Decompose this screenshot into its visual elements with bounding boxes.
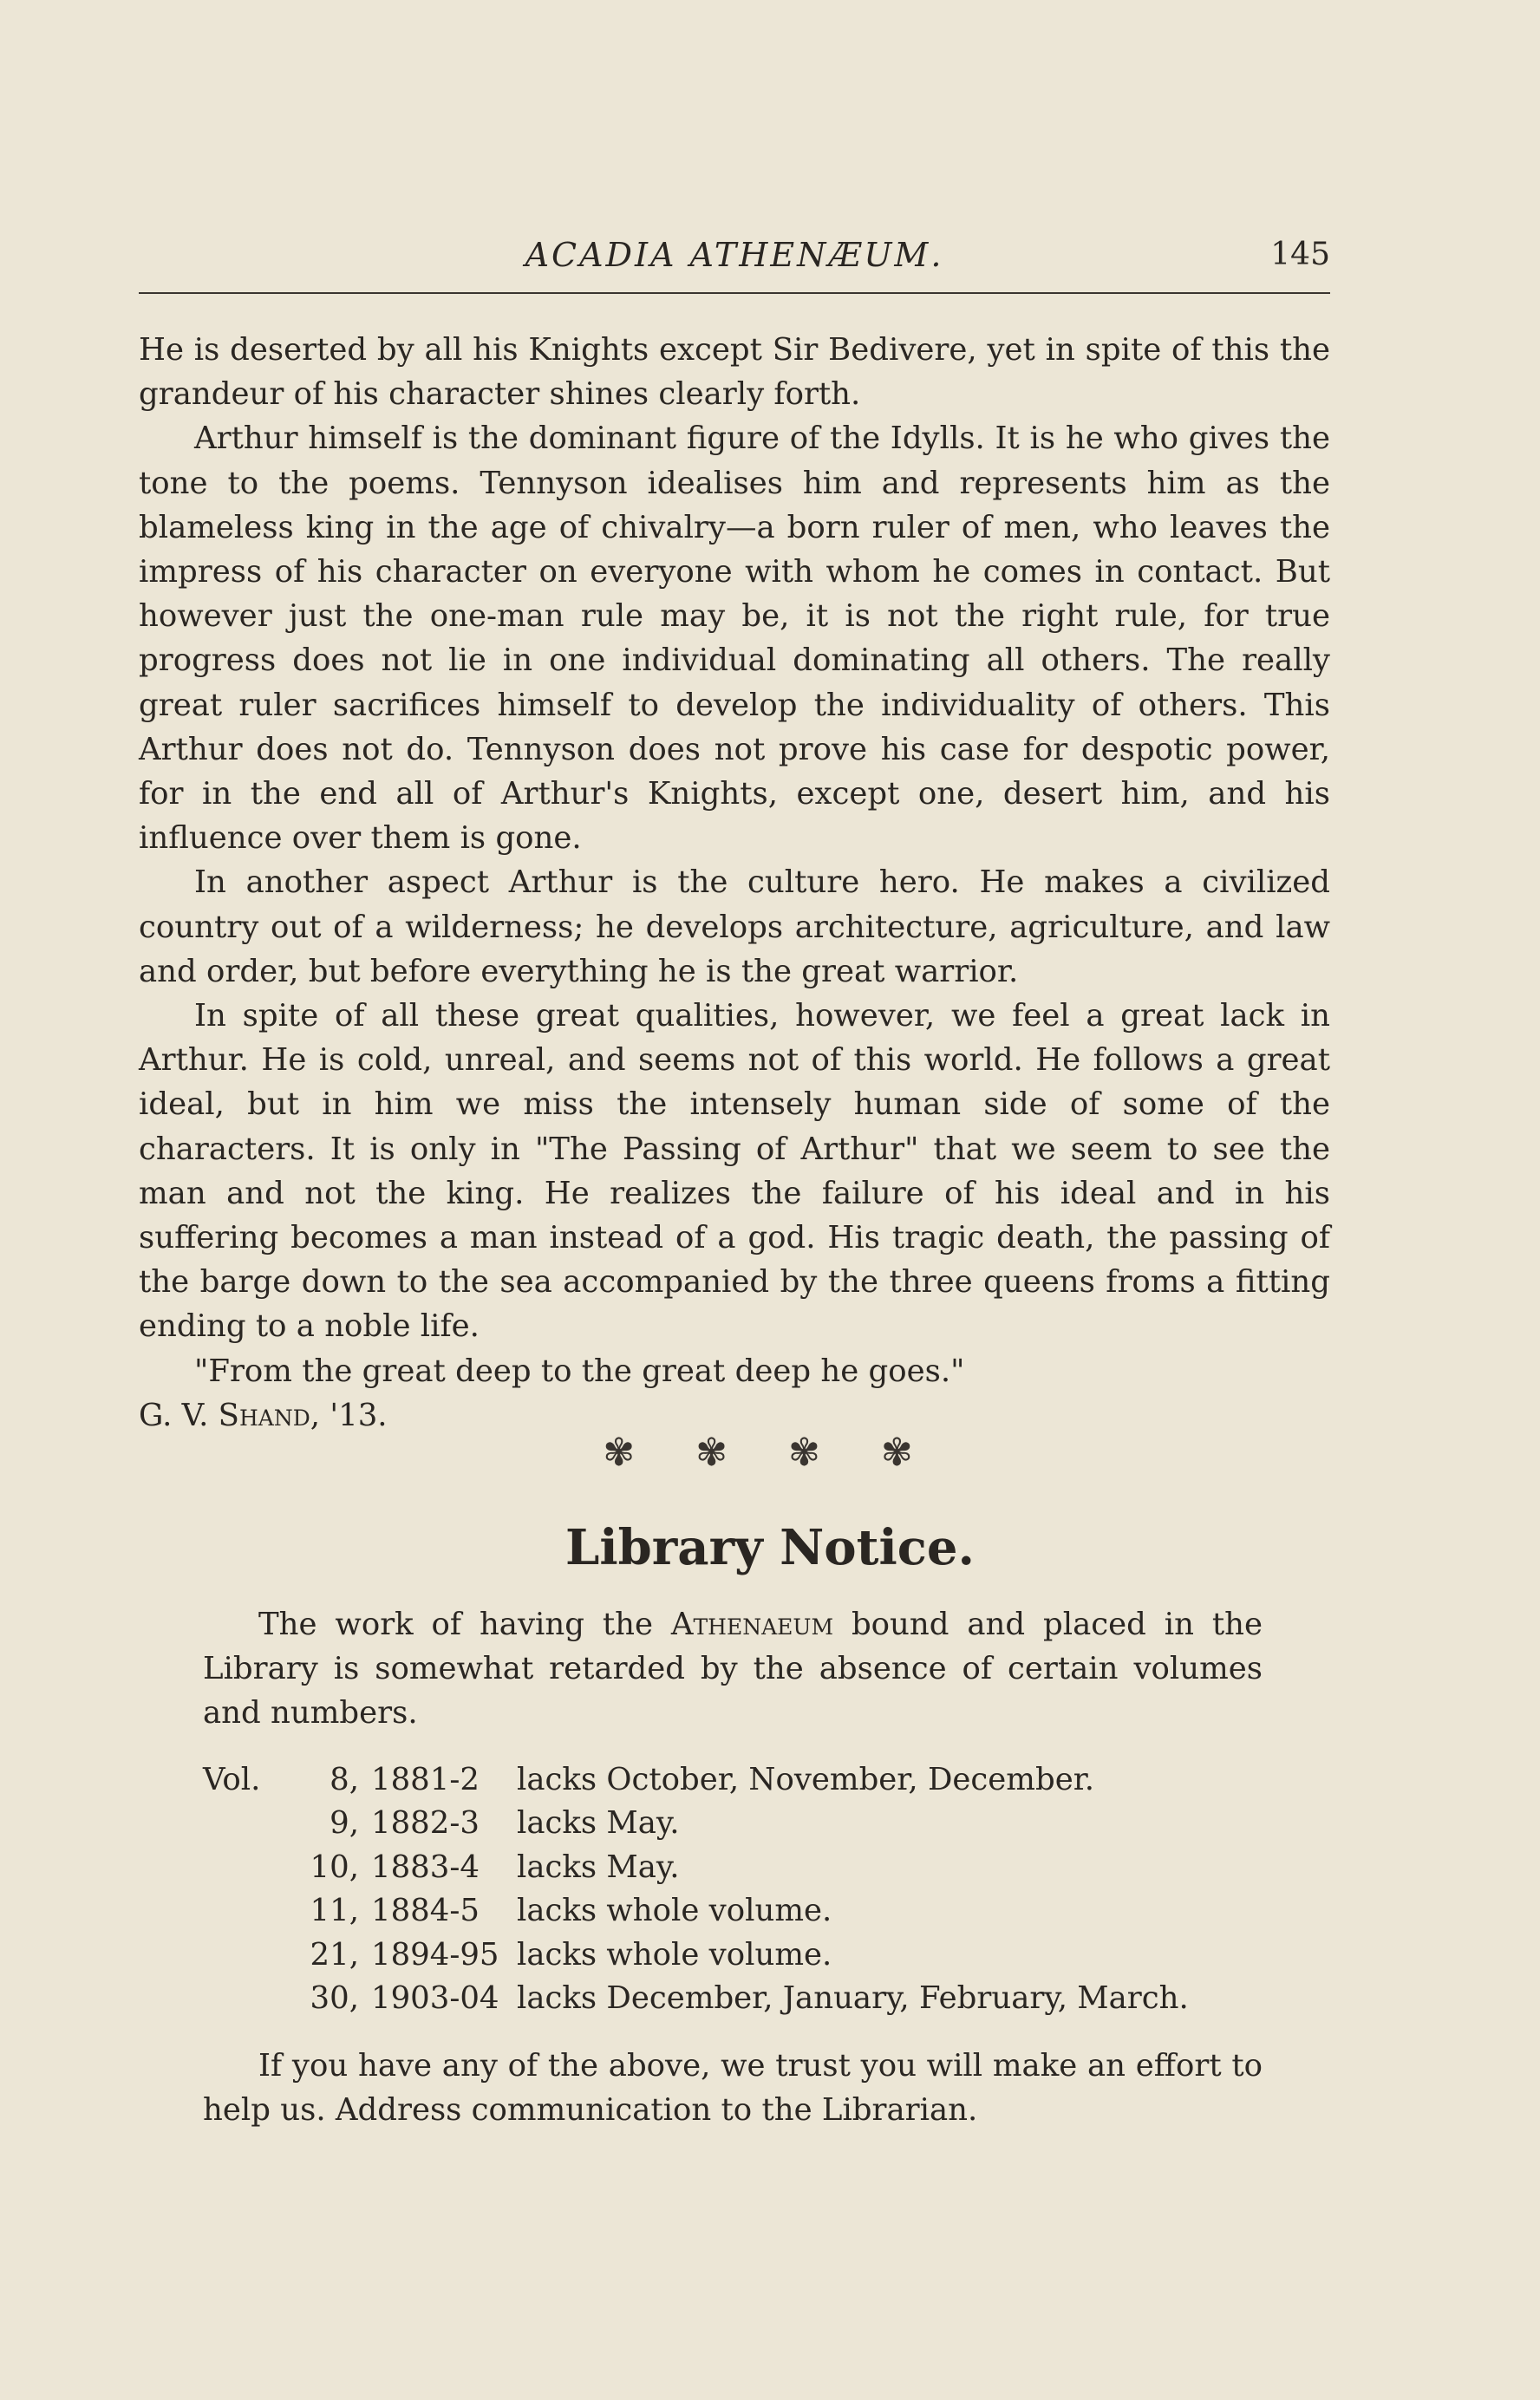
article-paragraph: In another aspect Arthur is the culture hero. He makes a civilized country out of a wilderness; he develops architecture, agriculture, and law and order, but before everything he is the great warrior. [139,864,1330,989]
volume-number: 11, [310,1893,359,1929]
notice-title: Library Notice. [564,1519,976,1576]
missing-volumes-list [203,1758,1263,2021]
article-paragraph: In spite of all these great qualities, however, we feel a great lack in Arthur. He is cold, unreal, and seems not of this world. He follows a great ideal, but in him we miss the intensely human side of some of the characters. It is only in "The Passing of Arthur" that we seem to see the man and not the king. He realizes the failure of his ideal and in his suffering becomes a man instead of a god. His tragic death, the passing of the barge down to the sea accompanied by the three queens froms a fitting ending to a noble life. [139,998,1330,1345]
volume-row [203,1846,1263,1890]
ornament-separator: ✾ ✾ ✾ ✾ [603,1431,937,1475]
notice-journal-name: Athenaeum [670,1607,834,1642]
signature-year: , '13. [310,1397,388,1433]
notice-intro [203,1602,1263,1736]
journal-title: ACADIA ATHENÆUM. [525,236,944,274]
volume-years: 1894-95 [371,1936,499,1973]
volume-years: 1882-3 [371,1805,480,1842]
volume-row [203,1977,1263,2021]
volume-number: 21, [310,1936,359,1973]
notice-intro-after: bound and placed in the Library is somewhat retarded by the absence of certain volumes and numbers. [203,1607,1263,1732]
notice-closing: If you have any of the above, we trust you will make an effort to help us. Address communication to the Librarian. [203,2047,1263,2128]
volume-row [203,1802,1263,1846]
volume-missing: lacks whole volume. [517,1893,832,1929]
volume-missing: lacks May. [517,1849,680,1885]
volume-missing: lacks October, November, December. [517,1761,1095,1797]
volume-years: 1881-2 [371,1761,480,1797]
library-notice [203,1602,1263,2132]
running-head [139,232,1330,277]
notice-intro-before: The work of having the [258,1607,671,1642]
volume-years: 1903-04 [371,1980,499,2017]
volume-missing: lacks December, January, February, March. [517,1980,1189,2017]
article-body [139,328,1330,1438]
volume-row [203,1758,1263,1803]
volume-row [203,1934,1263,1978]
volume-number: 9, [330,1805,359,1842]
volume-number: 30, [310,1980,359,2017]
volume-missing: lacks May. [517,1805,680,1842]
volume-prefix: Vol. [203,1761,261,1797]
volume-years: 1884-5 [371,1893,480,1929]
volume-missing: lacks whole volume. [517,1936,832,1973]
article-paragraph: He is deserted by all his Knights except Sir Bedivere, yet in spite of this the grandeur of his character shines clearly forth. [139,332,1330,413]
signature-name: Shand [218,1397,310,1433]
volume-years: 1883-4 [371,1849,480,1885]
signature-initials: G. V. [139,1397,219,1433]
volume-row [203,1889,1263,1934]
header-rule [139,292,1330,294]
page-number: 145 [1270,237,1330,272]
closing-quote: "From the great deep to the great deep he goes." [194,1353,965,1389]
volume-number: 10, [310,1849,359,1885]
article-paragraph: Arthur himself is the dominant figure of the Idylls. It is he who gives the tone to the poems. Tennyson idealises him and represents him as the blameless king in the age of chivalry—a born ruler of men, who leaves the impress of his character on everyone with whom he comes in contact. But however just the one-man rule may be, it is not the right rule, for true progress does not lie in one individual dominating all others. The really great ruler sacrifices himself to develop the individuality of others. This Arthur does not do. Tennyson does not prove his case for despotic power, for in the end all of Arthur's Knights, except one, desert him, and his influence over them is gone. [139,421,1330,857]
volume-number: 8, [330,1761,359,1797]
